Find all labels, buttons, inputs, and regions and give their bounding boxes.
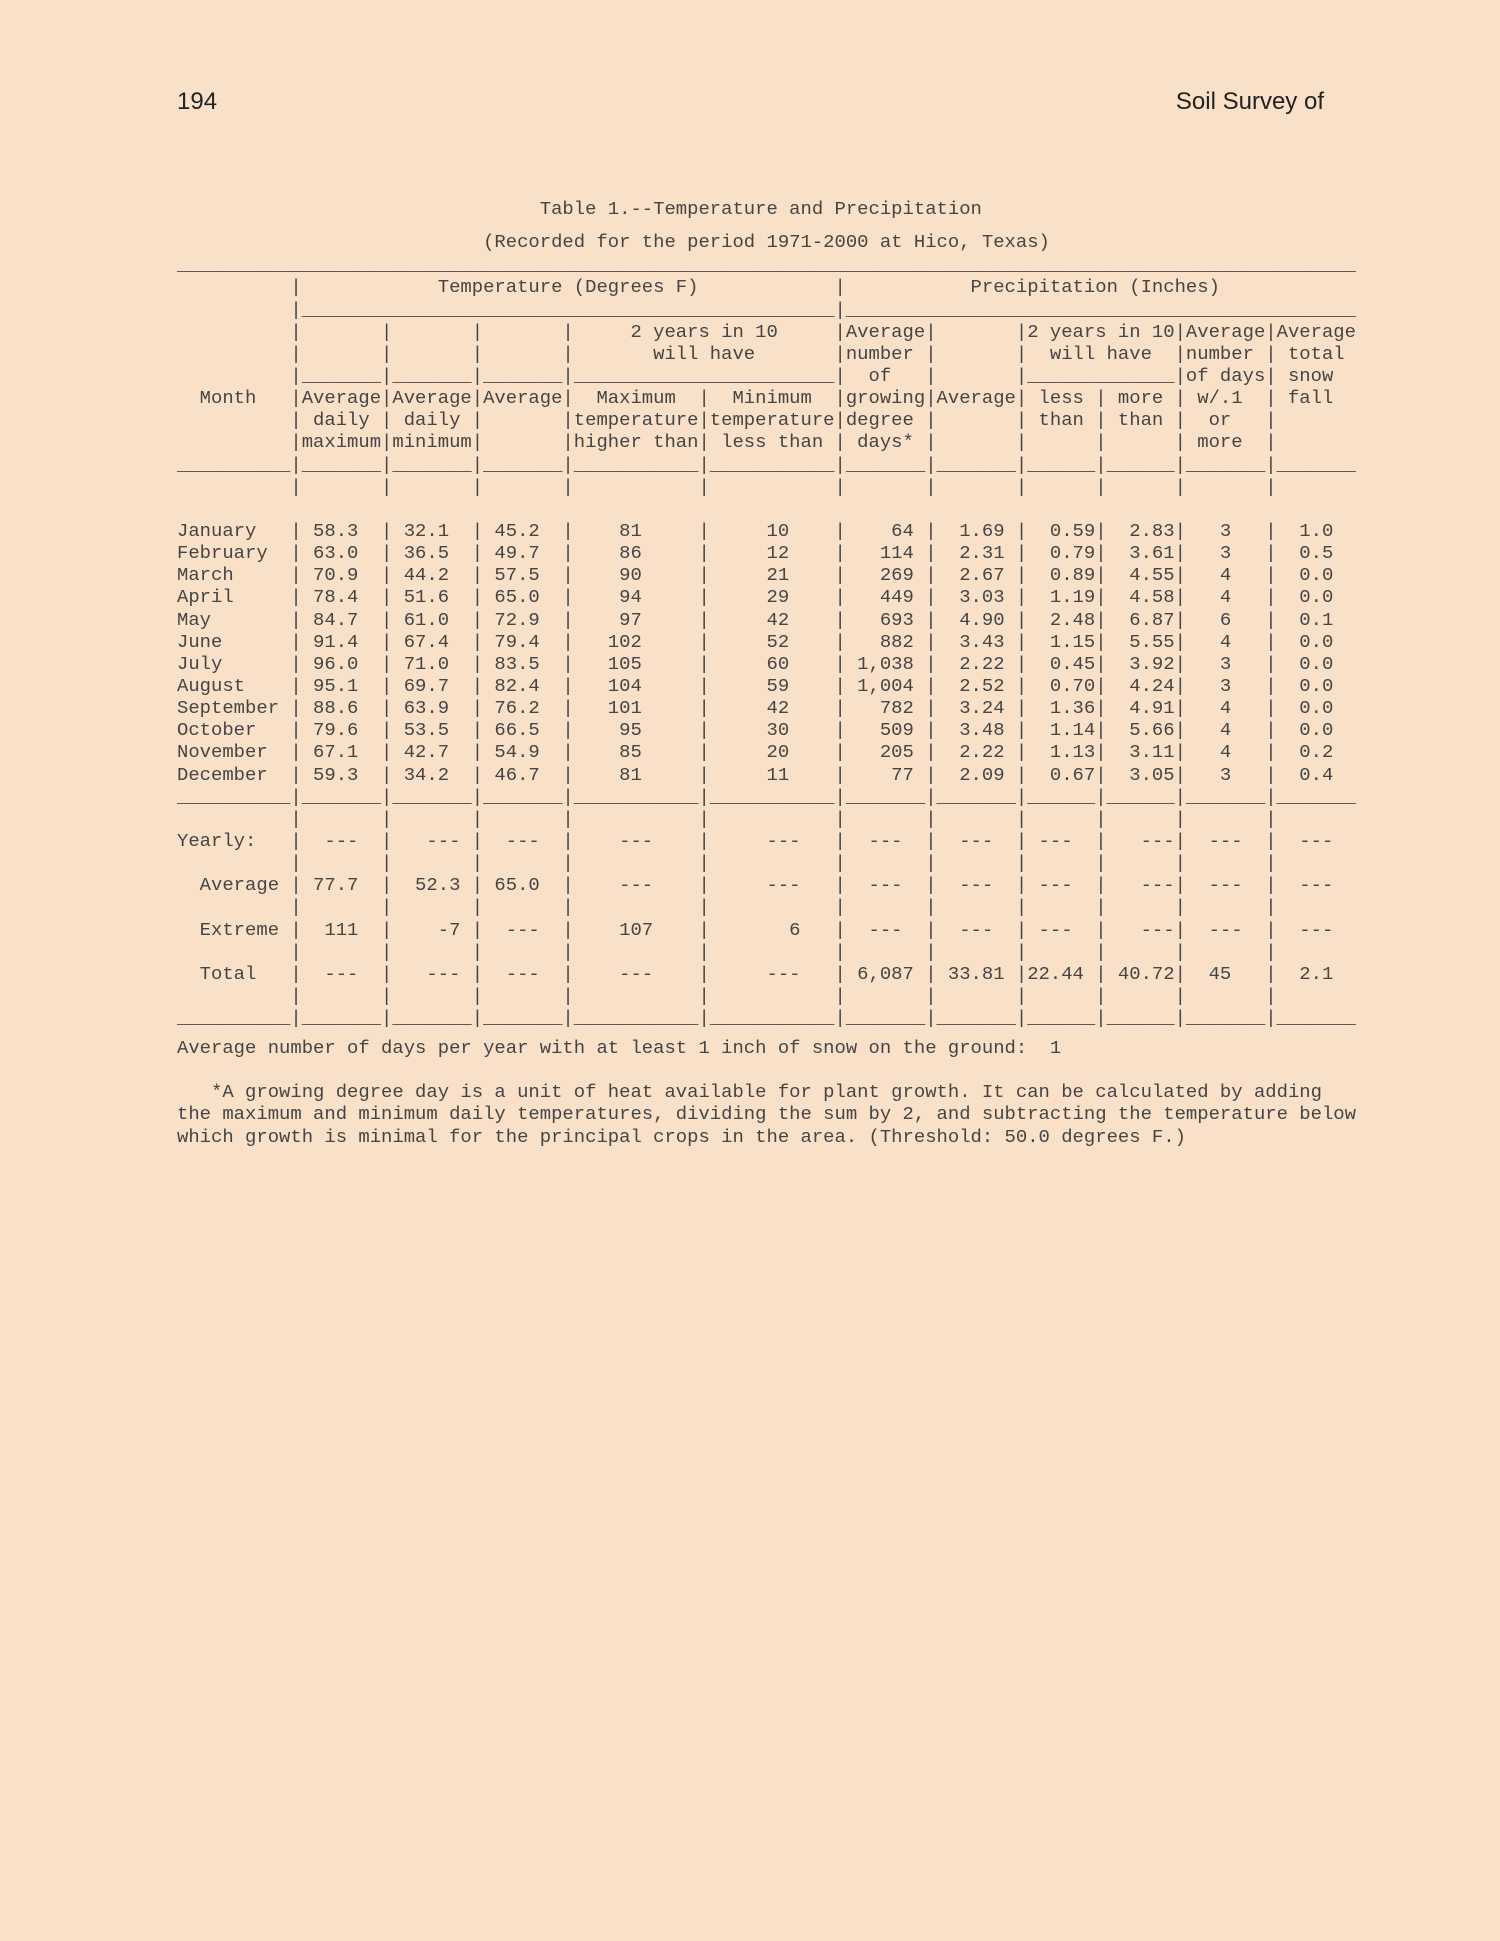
header-line: | | | | 2 years in 10 |Average| |2 years in 10|Average|Average [177,320,1356,343]
spacer-line: | | | | | | | | | | | [177,852,1277,875]
rule-line: __________|_______|_______|_______|___________|___________|_______|_______|______|______|_______|_______ [177,785,1356,808]
yearly-row: Total | --- | --- | --- | --- | --- | 6,087 | 33.81 |22.44 | 40.72| 45 | 2.1 [177,962,1356,985]
header-group-line: | Temperature (Degrees F) | Precipitation (Inches) [177,276,1220,299]
table-row: September | 88.6 | 63.9 | 76.2 | 101 | 42 | 782 | 3.24 | 1.36| 4.91| 4 | 0.0 [177,697,1334,720]
running-title: Soil Survey of [1175,88,1324,115]
footnote-line: *A growing degree day is a unit of heat available for plant growth. It can be calculated by adding [177,1081,1322,1104]
header-line: |_______|_______|_______|_______________________| of | |_____________|of days| snow [177,364,1356,387]
spacer-line: | | | | | | | | | | | [177,475,1277,498]
table-title: Table 1.--Temperature and Precipitation [177,198,982,220]
table-row: March | 70.9 | 44.2 | 57.5 | 90 | 21 | 269 | 2.67 | 0.89| 4.55| 4 | 0.0 [177,564,1334,587]
header-line: Month |Average|Average|Average| Maximum | Minimum |growing|Average| less | more | w/.1 | fall [177,387,1356,410]
spacer-line: | | | | | | | | | | | [177,984,1277,1007]
table-header [177,254,1356,475]
rule-line: __________|_______|_______|_______|___________|___________|_______|_______|______|______|_______|_______ [177,1007,1356,1030]
climate-table-block [177,198,1356,1148]
footnote-line: the maximum and minimum daily temperatures, dividing the sum by 2, and subtracting the temperature below [177,1103,1356,1126]
table-row: November | 67.1 | 42.7 | 54.9 | 85 | 20 | 205 | 2.22 | 1.13| 3.11| 4 | 0.2 [177,741,1334,764]
rule-line: ________________________________________________________________________________________________________ [177,254,1356,277]
spacer-line: | | | | | | | | | | | [177,896,1277,919]
footnote-line: which growth is minimal for the principal crops in the area. (Threshold: 50.0 degrees F.) [177,1125,1186,1148]
yearly-row: Extreme | 111 | -7 | --- | 107 | 6 | --- | --- | --- | ---| --- | --- [177,918,1356,941]
page-number: 194 [177,88,218,115]
snow-days-note: Average number of days per year with at least 1 inch of snow on the ground: 1 [177,1037,1062,1060]
header-line: __________|_______|_______|_______|___________|___________|_______|_______|______|______|_______|_______ [177,453,1356,476]
header-line: |maximum|minimum| |higher than| less than | days* | | | | more | [177,431,1277,454]
table-row: August | 95.1 | 69.7 | 82.4 | 104 | 59 | 1,004 | 2.52 | 0.70| 4.24| 3 | 0.0 [177,674,1334,697]
table-row: July | 96.0 | 71.0 | 83.5 | 105 | 60 | 1,038 | 2.22 | 0.45| 3.92| 3 | 0.0 [177,652,1334,675]
table-row: October | 79.6 | 53.5 | 66.5 | 95 | 30 | 509 | 3.48 | 1.14| 5.66| 4 | 0.0 [177,719,1334,742]
footnote [177,1081,1356,1147]
rule-line: |_______________________________________________|_____________________________________________ [177,298,1356,321]
table-subtitle: (Recorded for the period 1971-2000 at Hico, Texas) [177,231,1050,254]
table-yearly [177,808,1356,1029]
table-row: June | 91.4 | 67.4 | 79.4 | 102 | 52 | 882 | 3.43 | 1.15| 5.55| 4 | 0.0 [177,630,1334,653]
table-body [177,476,1356,808]
header-line: | daily | daily | |temperature|temperature|degree | | than | than | or | [177,409,1277,432]
spacer-line: | | | | | | | | | | | [177,807,1277,830]
table-row: January | 58.3 | 32.1 | 45.2 | 81 | 10 | 64 | 1.69 | 0.59| 2.83| 3 | 1.0 [177,519,1334,542]
table-row: May | 84.7 | 61.0 | 72.9 | 97 | 42 | 693 | 4.90 | 2.48| 6.87| 6 | 0.1 [177,608,1334,631]
table-row: April | 78.4 | 51.6 | 65.0 | 94 | 29 | 449 | 3.03 | 1.19| 4.58| 4 | 0.0 [177,586,1334,609]
header-line: | | | | will have |number | | will have |number | total [177,342,1356,365]
spacer-line [177,498,1356,520]
table-row: December | 59.3 | 34.2 | 46.7 | 81 | 11 | 77 | 2.09 | 0.67| 3.05| 3 | 0.4 [177,763,1334,786]
yearly-row: Average | 77.7 | 52.3 | 65.0 | --- | --- | --- | --- | --- | ---| --- | --- [177,874,1356,897]
yearly-row: Yearly: | --- | --- | --- | --- | --- | --- | --- | --- | ---| --- | --- [177,829,1356,852]
table-row: February | 63.0 | 36.5 | 49.7 | 86 | 12 | 114 | 2.31 | 0.79| 3.61| 3 | 0.5 [177,542,1334,565]
spacer-line: | | | | | | | | | | | [177,940,1277,963]
